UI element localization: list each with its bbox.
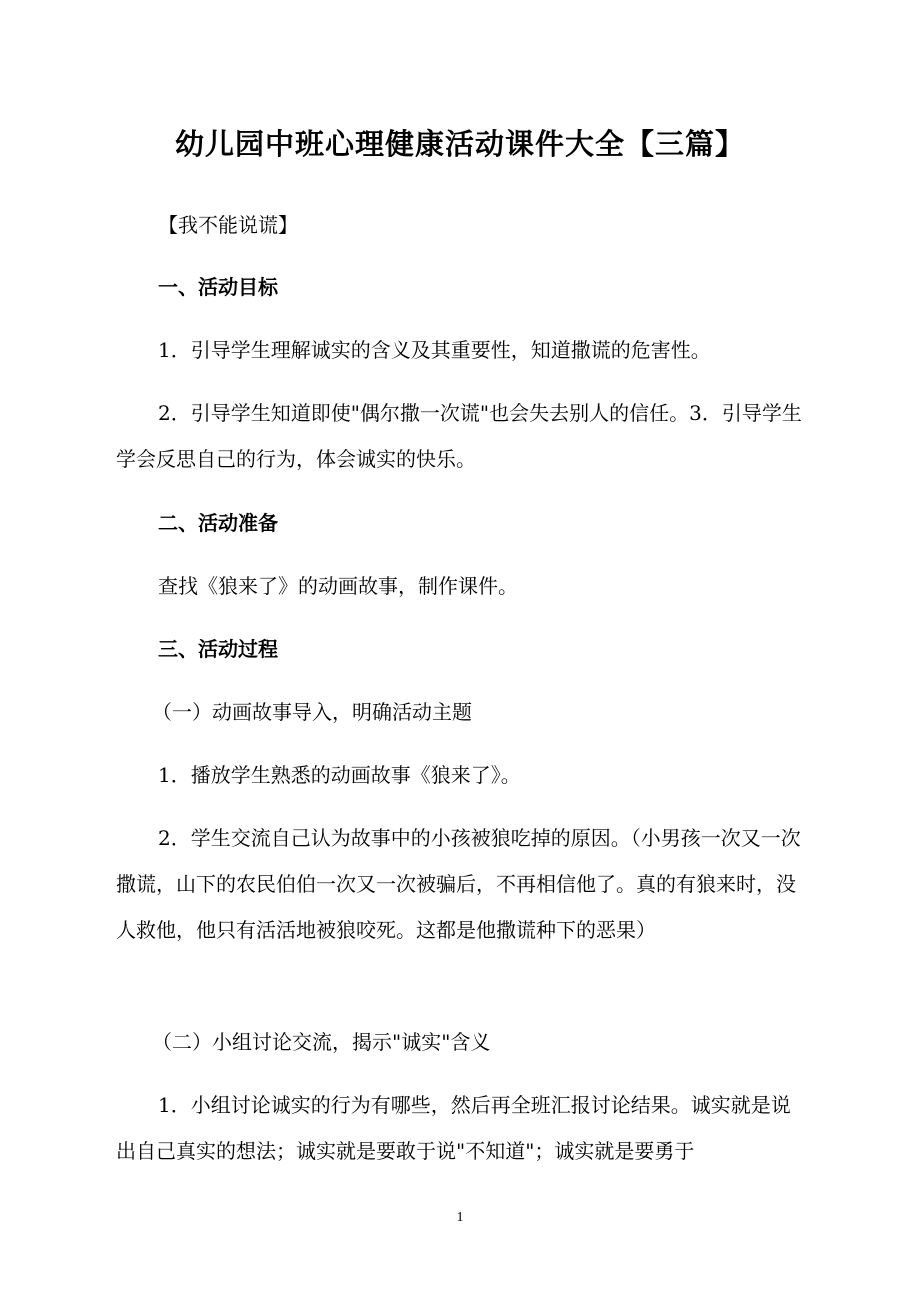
page-number: 1 bbox=[456, 1210, 464, 1225]
paragraph-preparation: 查找《狼来了》的动画故事，制作课件。 bbox=[158, 574, 518, 598]
section-heading-goals: 一、活动目标 bbox=[158, 275, 278, 299]
paragraph-process-part-1: （一）动画故事导入，明确活动主题 bbox=[152, 700, 472, 724]
document-title: 幼儿园中班心理健康活动课件大全【三篇】 bbox=[174, 127, 745, 161]
section-heading-preparation: 二、活动准备 bbox=[158, 511, 278, 535]
section-heading-process: 三、活动过程 bbox=[158, 637, 278, 661]
paragraph-process-1-1: 1．播放学生熟悉的动画故事《狼来了》。 bbox=[158, 763, 521, 787]
paragraph-process-2-1: 1．小组讨论诚实的行为有哪些，然后再全班汇报讨论结果。诚实就是说出自己真实的想法；诚实就是要敢于说"不知道"；诚实就是要勇于 bbox=[116, 1093, 791, 1163]
paragraph-goal-1: 1．引导学生理解诚实的含义及其重要性，知道撒谎的危害性。 bbox=[158, 338, 711, 362]
subtitle: 【我不能说谎】 bbox=[158, 213, 298, 237]
paragraph-goal-2-3: 2．引导学生知道即使"偶尔撒一次谎"也会失去别人的信任。3．引导学生学会反思自己的行为，体会诚实的快乐。 bbox=[116, 401, 802, 471]
paragraph-process-1-2: 2．学生交流自己认为故事中的小孩被狼吃掉的原因。（小男孩一次又一次撒谎，山下的农民伯伯一次又一次被骗后，不再相信他了。真的有狼来时，没人救他，他只有活活地被狼咬死。这都是他撒谎种下的恶果） bbox=[116, 826, 801, 942]
paragraph-process-part-2: （二）小组讨论交流，揭示"诚实"含义 bbox=[152, 1030, 491, 1054]
